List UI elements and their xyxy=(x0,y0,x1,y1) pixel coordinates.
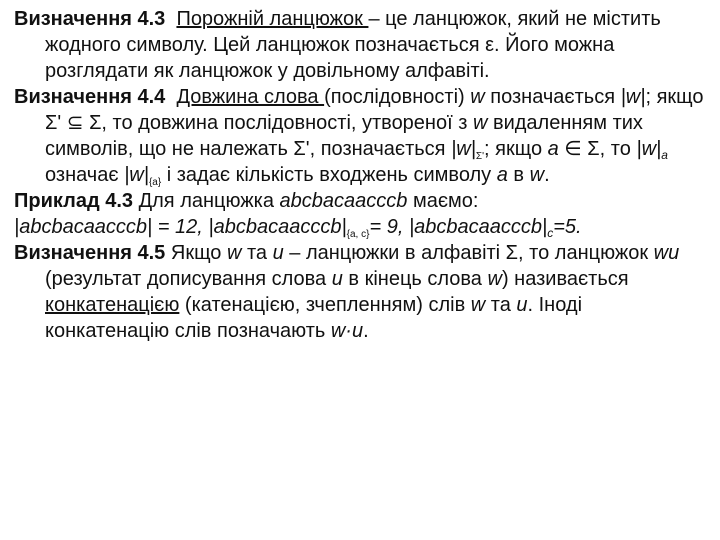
example-label: Приклад 4.3 xyxy=(14,190,134,212)
var: w xyxy=(487,268,502,290)
text: позначається xyxy=(484,86,621,108)
text: (результат дописування слова xyxy=(45,268,332,290)
var: |w| xyxy=(620,86,646,108)
var: |w| xyxy=(124,164,149,186)
var: a xyxy=(547,138,559,160)
text: і задає кількість входжень символу xyxy=(161,164,497,186)
text: Для ланцюжка xyxy=(133,190,280,212)
var: w xyxy=(472,112,488,134)
text: означає xyxy=(45,164,125,186)
var: u xyxy=(331,268,343,290)
text: в кінець слова xyxy=(342,268,488,290)
subscript: a xyxy=(661,148,668,162)
formula-part: = 9, xyxy=(369,216,404,238)
text: (послідовності) xyxy=(324,86,471,108)
text: та xyxy=(485,294,517,316)
defined-term: Довжина слова xyxy=(176,86,325,108)
formula-part: |abcbacaacccb| = 12, |abcbacaacccb| xyxy=(14,216,347,238)
var: u xyxy=(516,294,528,316)
defined-term: конкатенацією xyxy=(45,294,180,316)
definition-label: Визначення 4.4 xyxy=(14,86,166,108)
var: |w| xyxy=(636,138,662,160)
text: ; якщо Σ' xyxy=(45,86,704,134)
definition-4-5 xyxy=(14,240,710,344)
text: видаленням тих символів, що не належать Σ', позначається xyxy=(45,112,643,160)
subset-symbol: ⊆ xyxy=(66,112,84,134)
text: Якщо xyxy=(165,242,227,264)
definition-text: – це ланцюжок, який не містить жодного символу. Цей ланцюжок позначається ε. Його можна розглядати як ланцюжок у довільному алфавіті. xyxy=(45,8,661,82)
var: w xyxy=(529,164,545,186)
subscript: c xyxy=(547,226,554,240)
var: w xyxy=(470,294,486,316)
text: (катенацією, зчепленням) слів xyxy=(179,294,471,316)
var: a xyxy=(496,164,508,186)
text: маємо: xyxy=(407,190,479,212)
example-string: abcbacaacccb xyxy=(279,190,408,212)
text: . xyxy=(544,164,550,186)
defined-term: Порожній ланцюжок xyxy=(176,8,369,30)
subscript: Σ' xyxy=(475,151,485,162)
var: u xyxy=(272,242,284,264)
var: w xyxy=(470,86,485,108)
subscript: {a} xyxy=(148,177,162,188)
definition-4-4 xyxy=(14,84,710,188)
var: w·u xyxy=(330,320,364,342)
formula-part: =5. xyxy=(553,216,582,238)
text: ) називається xyxy=(501,268,629,290)
text: . Іноді конкатенацію слів позначають xyxy=(45,294,583,342)
text: ; якщо xyxy=(484,138,548,160)
text: . xyxy=(363,320,369,342)
example-4-3 xyxy=(14,188,710,214)
text: та xyxy=(241,242,273,264)
definition-label: Визначення 4.3 xyxy=(14,8,166,30)
text: Σ, то xyxy=(581,138,637,160)
var: wu xyxy=(653,242,680,264)
definition-label: Визначення 4.5 xyxy=(14,242,166,264)
text: Σ, то довжина послідовності, утвореної з xyxy=(83,112,473,134)
text: в xyxy=(507,164,530,186)
text: – ланцюжки в алфавіті Σ, то ланцюжок xyxy=(283,242,654,264)
var: |w| xyxy=(451,138,476,160)
formula-part: |abcbacaacccb| xyxy=(408,216,548,238)
subscript: {a, c} xyxy=(346,229,370,240)
var: w xyxy=(226,242,242,264)
example-formula xyxy=(14,214,710,240)
definition-4-3 xyxy=(14,6,710,84)
element-of-symbol: ∈ xyxy=(564,138,582,160)
